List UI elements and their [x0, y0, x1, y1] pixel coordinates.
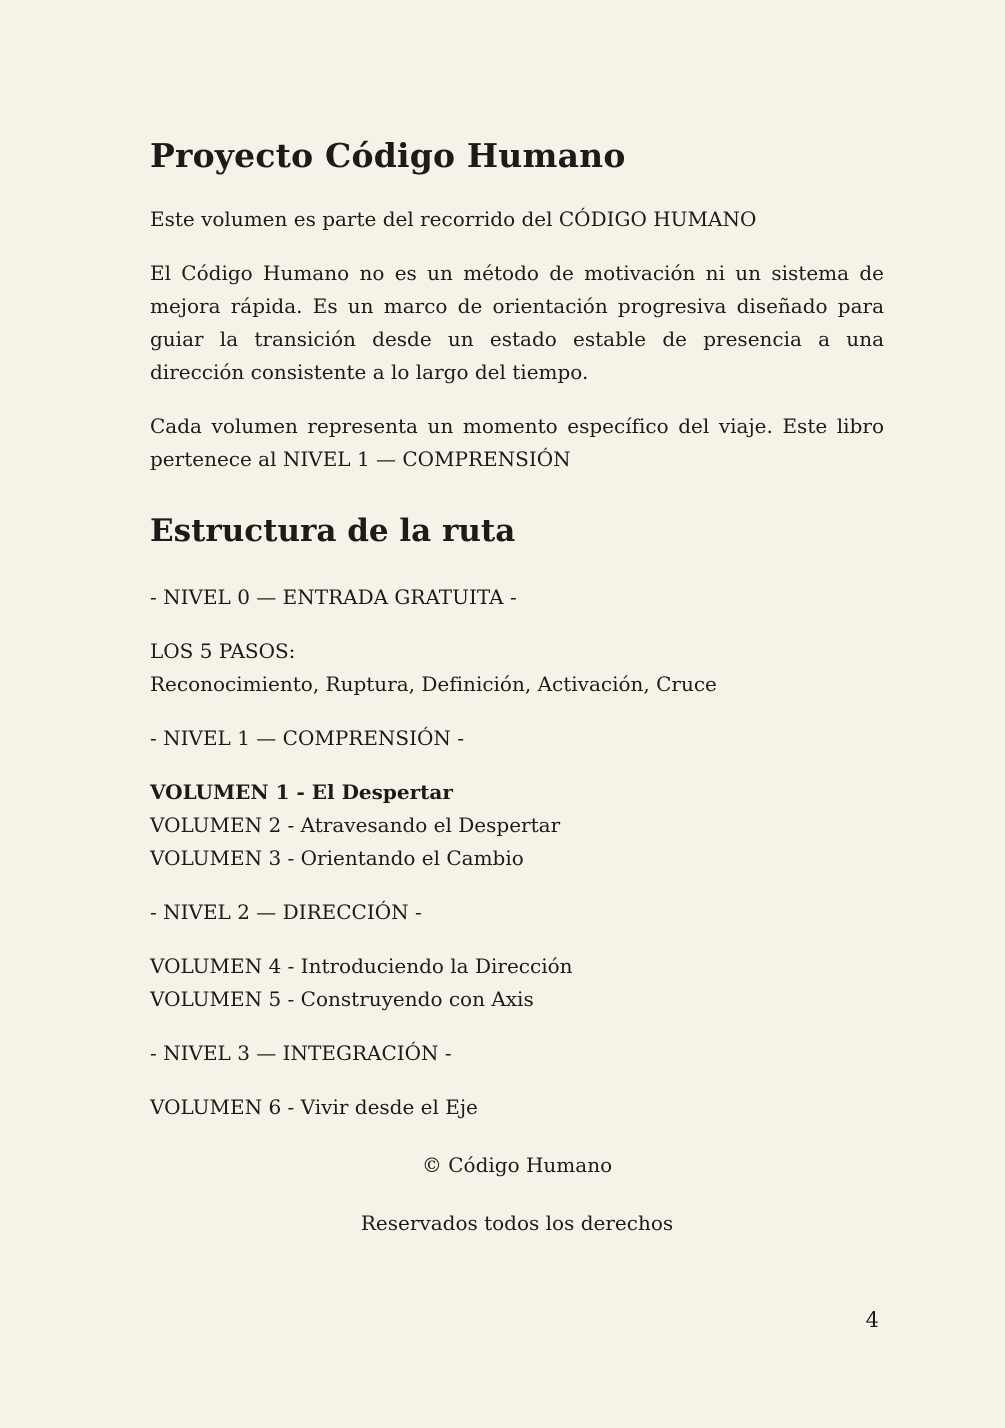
volume-5-label: VOLUMEN 5 - Construyendo con Axis [150, 987, 534, 1011]
section-title-estructura: Estructura de la ruta [150, 513, 516, 549]
volume-2-label: VOLUMEN 2 - Atravesando el Despertar [150, 813, 561, 837]
copyright-line: © Código Humano [421, 1153, 613, 1177]
route-level-1 [150, 722, 884, 755]
route-steps [150, 635, 884, 701]
volume-3-label: VOLUMEN 3 - Orientando el Cambio [150, 846, 524, 870]
intro-paragraph-2: El Código Humano no es un método de motivación ni un sistema de mejora rápida. Es un marco de orientación progresiva diseñado para guiar la transición desde un estado estable de presencia a una dirección consistente a lo largo del tiempo. [150, 261, 884, 384]
level-2-label: - NIVEL 2 — DIRECCIÓN - [150, 900, 422, 924]
volume-6-label: VOLUMEN 6 - Vivir desde el Eje [150, 1095, 478, 1119]
intro-paragraph-1: Este volumen es parte del recorrido del CÓDIGO HUMANO [150, 207, 757, 231]
steps-list: Reconocimiento, Ruptura, Definición, Activación, Cruce [150, 672, 717, 696]
steps-title: LOS 5 PASOS: [150, 639, 296, 663]
level-0-label: - NIVEL 0 — ENTRADA GRATUITA - [150, 585, 517, 609]
route-level-2 [150, 896, 884, 929]
page-number: 4 [865, 1308, 879, 1332]
route-level-0 [150, 581, 884, 614]
route-volumes-nivel-1 [150, 776, 884, 875]
intro-paragraph-3: Cada volumen representa un momento específico del viaje. Este libro pertenece al NIVEL 1 — COMPRENSIÓN [150, 414, 884, 471]
level-3-label: - NIVEL 3 — INTEGRACIÓN - [150, 1041, 452, 1065]
page-title: Proyecto Código Humano [150, 136, 626, 175]
route-level-3 [150, 1037, 884, 1070]
volume-1-label: VOLUMEN 1 - El Despertar [150, 780, 453, 804]
volume-4-label: VOLUMEN 4 - Introduciendo la Dirección [150, 954, 573, 978]
route-volumes-nivel-3 [150, 1091, 884, 1124]
level-1-label: - NIVEL 1 — COMPRENSIÓN - [150, 726, 465, 750]
route-volumes-nivel-2 [150, 950, 884, 1016]
rights-line: Reservados todos los derechos [360, 1211, 674, 1235]
